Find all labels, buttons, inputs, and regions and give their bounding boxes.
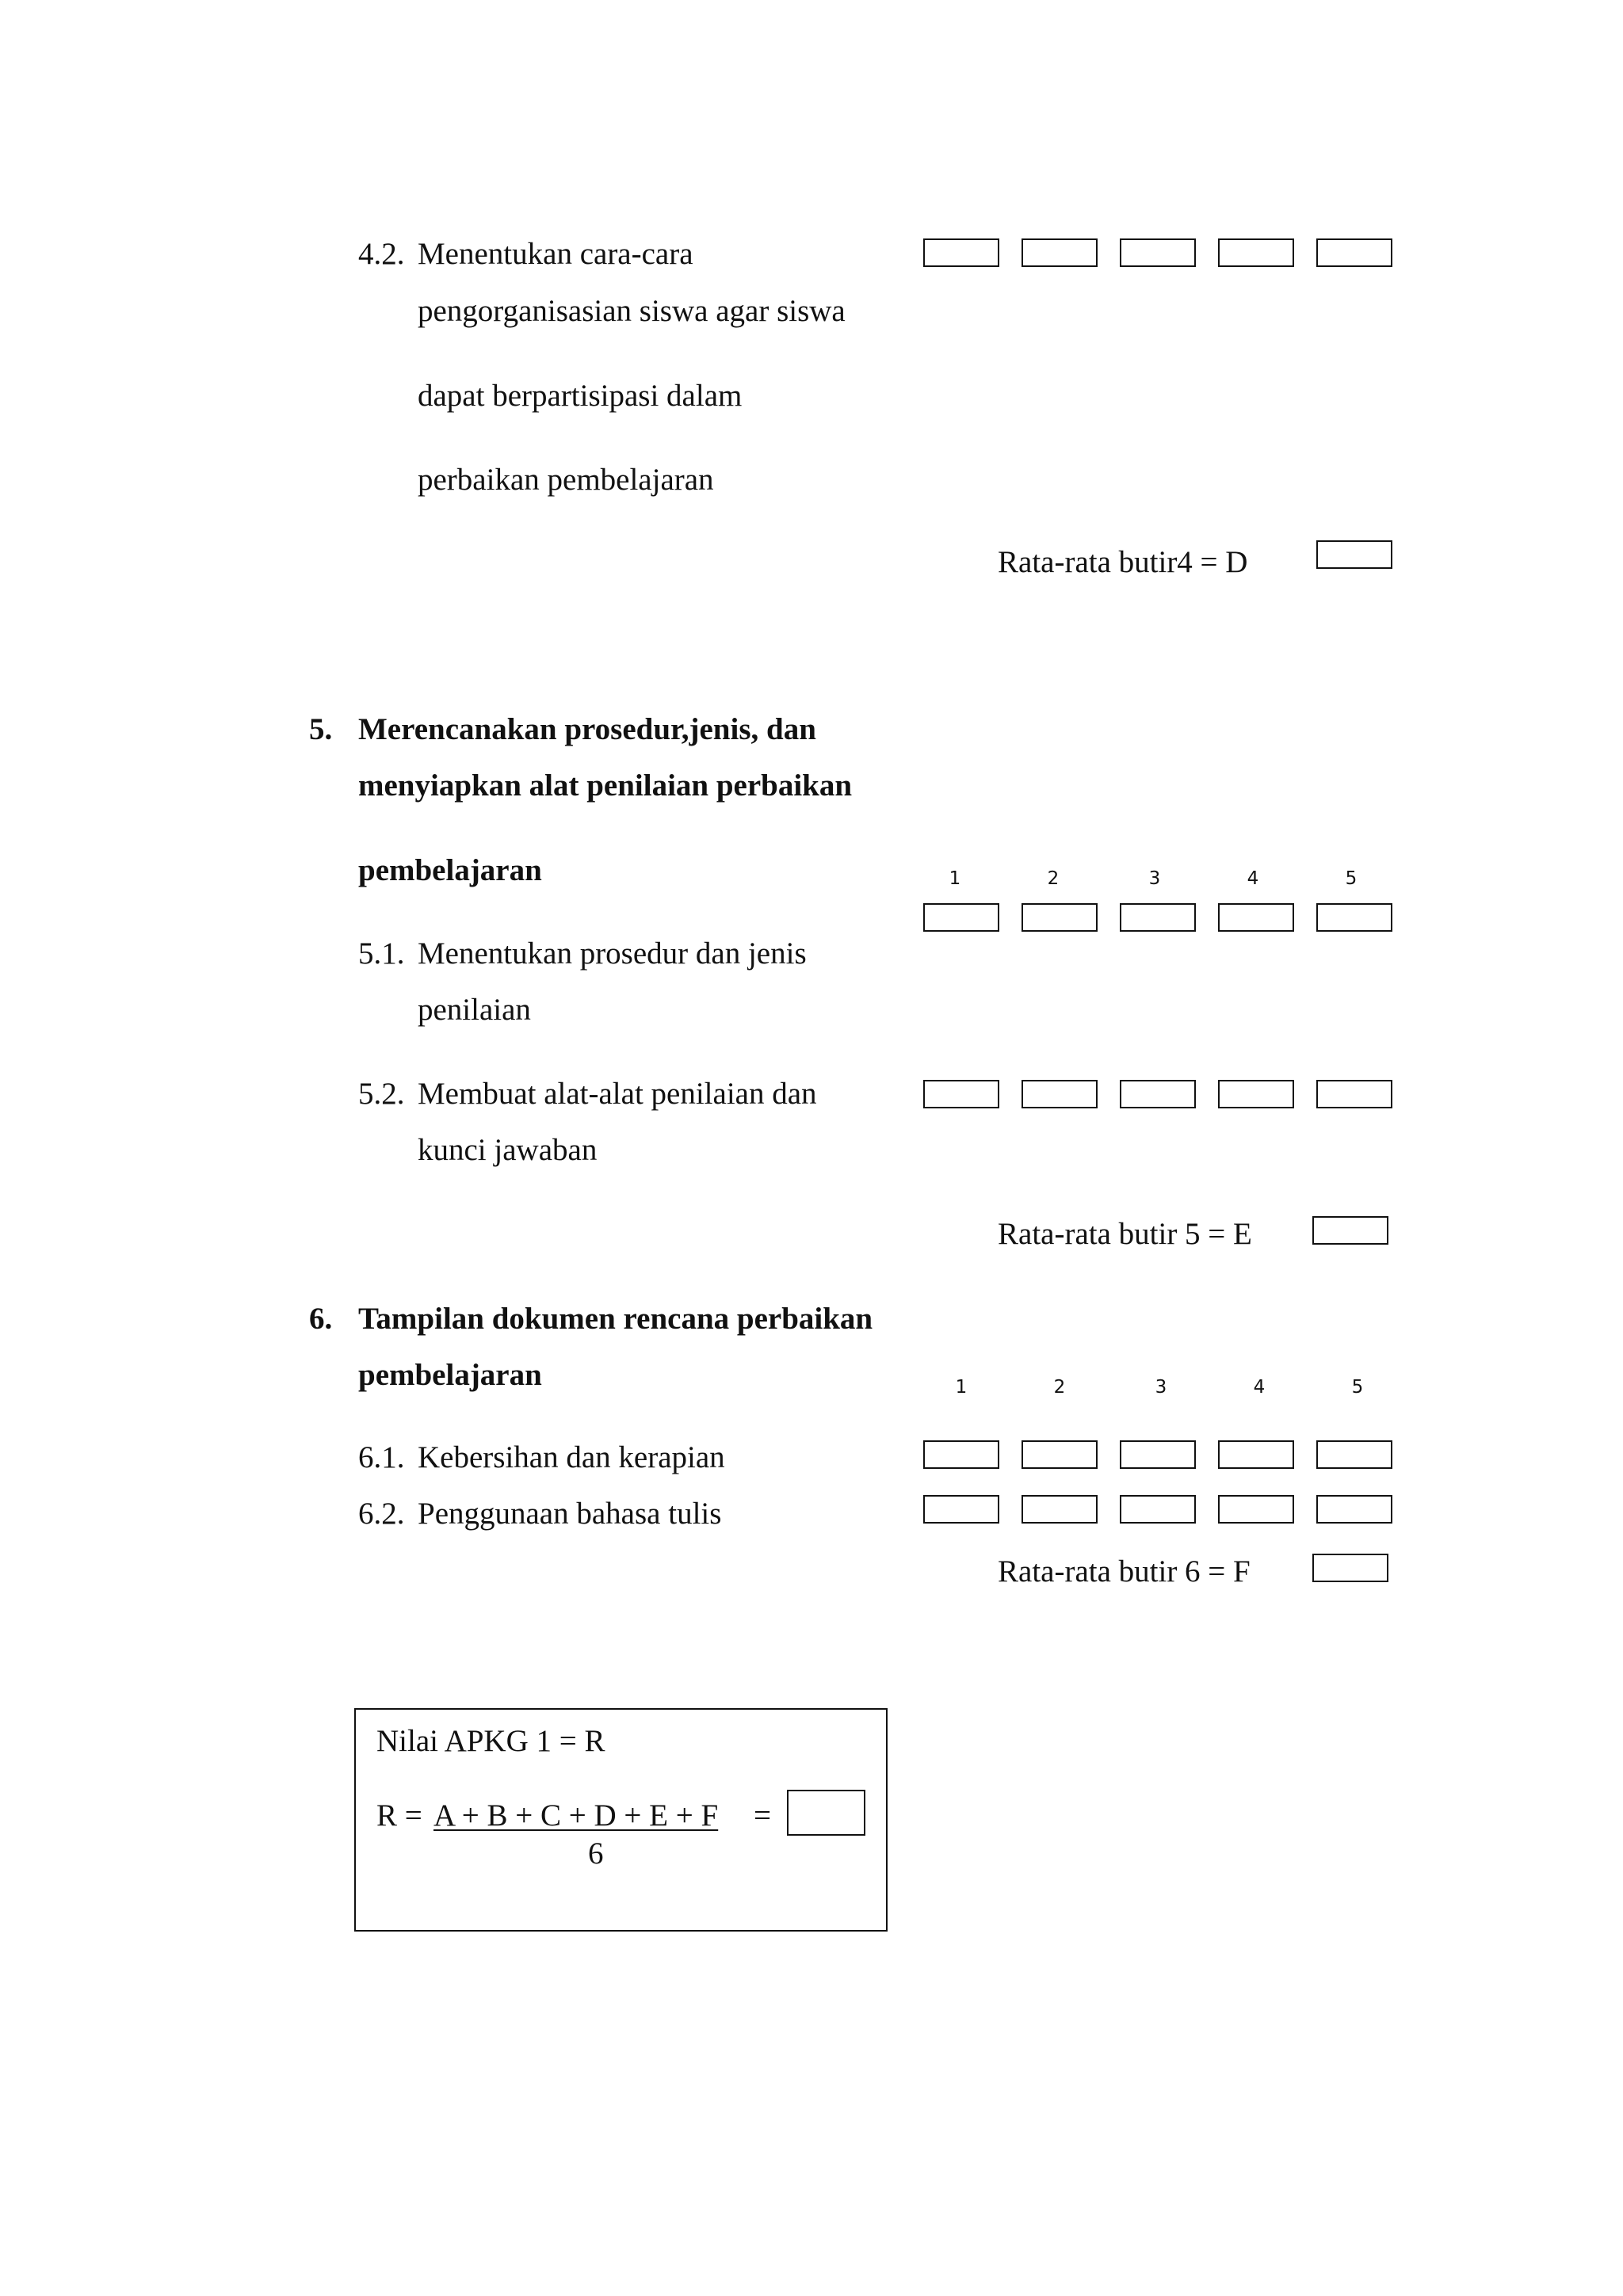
formula-numerator: A + B + C + D + E + F — [433, 1798, 719, 1833]
average-5-label: Rata-rata butir 5 = E — [998, 1217, 1252, 1251]
summary-title: Nilai APKG 1 = R — [376, 1724, 605, 1758]
section-5-title-line-2: menyiapkan alat penilaian perbaikan — [358, 769, 853, 803]
section-5-title-line-1: Merencanakan prosedur,jenis, dan — [358, 712, 816, 746]
section-6-scale-1: 1 — [955, 1377, 968, 1398]
score-box-6-2-4[interactable] — [1218, 1495, 1294, 1524]
item-6-1-number: 6.1. — [358, 1440, 405, 1474]
final-score-box[interactable] — [787, 1790, 865, 1836]
score-box-5-1-5[interactable] — [1316, 903, 1392, 932]
section-6-title-line-2: pembelajaran — [358, 1358, 542, 1392]
section-6-title-line-1: Tampilan dokumen rencana perbaikan — [358, 1302, 873, 1336]
item-4-2-line-1: Menentukan cara-cara — [418, 237, 693, 271]
score-box-5-2-4[interactable] — [1218, 1080, 1294, 1108]
formula-denominator: 6 — [588, 1836, 604, 1871]
score-box-4-2-2[interactable] — [1022, 238, 1098, 267]
item-6-2-label: Penggunaan bahasa tulis — [418, 1497, 722, 1531]
score-box-5-1-1[interactable] — [923, 903, 999, 932]
average-6-box[interactable] — [1312, 1554, 1388, 1582]
section-6-scale-2: 2 — [1053, 1377, 1066, 1398]
score-box-5-2-1[interactable] — [923, 1080, 999, 1108]
score-box-5-2-3[interactable] — [1120, 1080, 1196, 1108]
formula-equals: = — [754, 1798, 771, 1833]
score-box-5-1-2[interactable] — [1022, 903, 1098, 932]
item-5-1-number: 5.1. — [358, 936, 405, 971]
section-5-scale-4: 4 — [1247, 868, 1259, 889]
item-5-2-line-2: kunci jawaban — [418, 1133, 598, 1167]
section-6-scale-4: 4 — [1253, 1377, 1266, 1398]
score-box-6-1-5[interactable] — [1316, 1440, 1392, 1469]
score-box-5-1-3[interactable] — [1120, 903, 1196, 932]
item-5-1-line-2: penilaian — [418, 993, 531, 1027]
section-5-scale-5: 5 — [1345, 868, 1358, 889]
item-5-2-line-1: Membuat alat-alat penilaian dan — [418, 1077, 817, 1111]
average-5-box[interactable] — [1312, 1216, 1388, 1245]
average-4-box[interactable] — [1316, 540, 1392, 569]
score-box-6-2-1[interactable] — [923, 1495, 999, 1524]
section-6-scale-5: 5 — [1351, 1377, 1364, 1398]
score-box-4-2-1[interactable] — [923, 238, 999, 267]
score-box-5-2-2[interactable] — [1022, 1080, 1098, 1108]
section-6-scale-3: 3 — [1155, 1377, 1167, 1398]
item-4-2-line-4: perbaikan pembelajaran — [418, 463, 714, 497]
item-6-1-label: Kebersihan dan kerapian — [418, 1440, 725, 1474]
score-box-6-1-3[interactable] — [1120, 1440, 1196, 1469]
score-box-4-2-3[interactable] — [1120, 238, 1196, 267]
item-6-2-number: 6.2. — [358, 1497, 405, 1531]
section-5-scale-3: 3 — [1148, 868, 1161, 889]
section-5-number: 5. — [309, 712, 333, 746]
score-box-4-2-4[interactable] — [1218, 238, 1294, 267]
section-5-title-line-3: pembelajaran — [358, 853, 542, 887]
score-box-6-2-3[interactable] — [1120, 1495, 1196, 1524]
formula-lhs: R = — [376, 1798, 422, 1833]
item-4-2-line-2: pengorganisasian siswa agar siswa — [418, 294, 846, 328]
score-box-6-1-2[interactable] — [1022, 1440, 1098, 1469]
item-5-2-number: 5.2. — [358, 1077, 405, 1111]
section-6-number: 6. — [309, 1302, 333, 1336]
section-5-scale-2: 2 — [1047, 868, 1060, 889]
item-5-1-line-1: Menentukan prosedur dan jenis — [418, 936, 807, 971]
average-6-label: Rata-rata butir 6 = F — [998, 1554, 1251, 1589]
section-5-scale-1: 1 — [949, 868, 961, 889]
score-box-6-1-1[interactable] — [923, 1440, 999, 1469]
item-4-2-line-3: dapat berpartisipasi dalam — [418, 379, 743, 413]
score-box-5-2-5[interactable] — [1316, 1080, 1392, 1108]
average-4-label: Rata-rata butir4 = D — [998, 545, 1248, 579]
item-4-2-number: 4.2. — [358, 237, 405, 271]
score-box-6-1-4[interactable] — [1218, 1440, 1294, 1469]
score-box-4-2-5[interactable] — [1316, 238, 1392, 267]
score-box-6-2-2[interactable] — [1022, 1495, 1098, 1524]
score-box-5-1-4[interactable] — [1218, 903, 1294, 932]
score-box-6-2-5[interactable] — [1316, 1495, 1392, 1524]
